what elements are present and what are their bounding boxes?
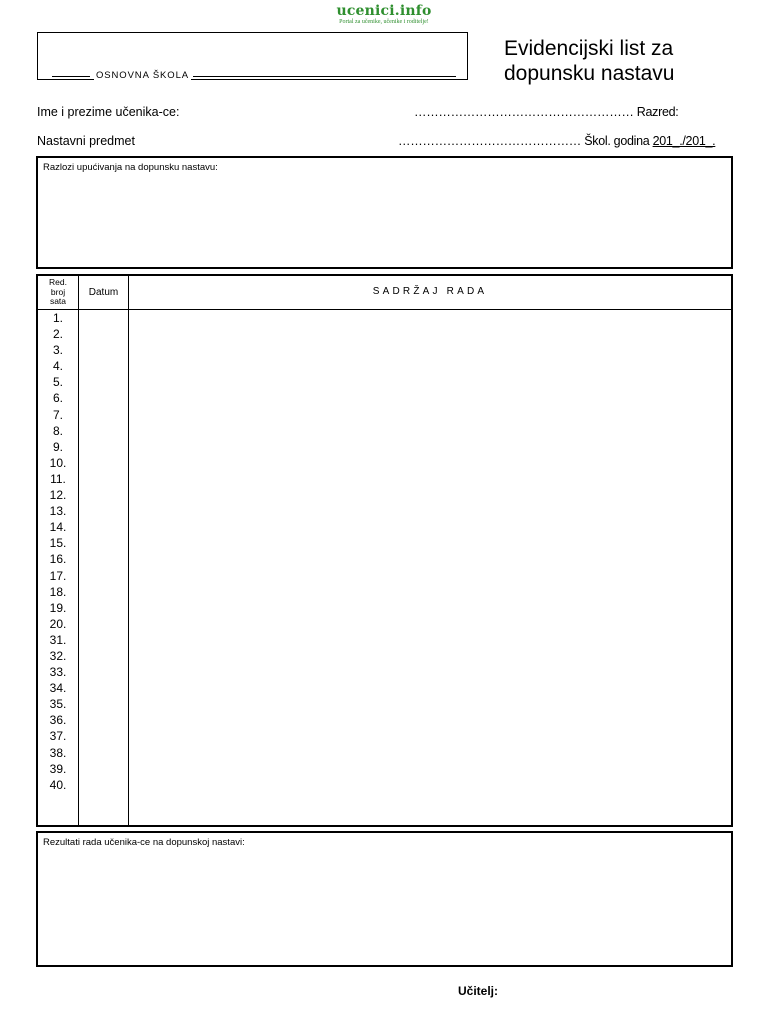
table-row-number: 5. (52, 375, 63, 390)
document-title (504, 36, 674, 86)
table-row-number: 4. (52, 359, 63, 374)
school-line-left (52, 76, 90, 77)
table-row-number: 14. (49, 520, 67, 535)
grade-label: Razred: (636, 105, 679, 119)
table-row-number: 8. (52, 423, 63, 438)
header-red-line-3: sata (49, 296, 67, 306)
header-divider (38, 309, 731, 310)
header-red-line-1: Red. (49, 277, 67, 287)
reasons-box[interactable] (36, 156, 733, 269)
school-line-right (193, 76, 456, 77)
table-row-number: 40. (49, 777, 67, 792)
table-row-number: 36. (49, 713, 67, 728)
site-logo (0, 4, 768, 26)
header-content: SADRŽAJ RADA (372, 286, 488, 297)
subject-label: Nastavni predmet (37, 134, 135, 148)
table-row-number: 34. (49, 681, 67, 696)
logo-tagline: Portal za učenike, učenike i roditelje! (339, 19, 429, 25)
table-row-number: 16. (49, 552, 67, 567)
title-line-1: Evidencijski list za (504, 37, 674, 60)
header-date: Datum (88, 287, 119, 298)
table-row-number: 2. (52, 327, 63, 342)
work-log-table (36, 274, 733, 827)
table-row-number: 10. (49, 455, 67, 470)
subject-dots: ……………………………………… (398, 134, 582, 148)
table-row-number: 7. (52, 407, 63, 422)
results-label: Rezultati rada učenika-ce na dopunskoj nastavi: (43, 837, 245, 848)
table-row-number: 20. (49, 616, 67, 631)
table-row-number: 6. (52, 391, 63, 406)
column-divider-1 (78, 276, 79, 825)
table-row-number: 13. (49, 504, 67, 519)
table-row-number: 17. (49, 568, 67, 583)
table-row-number: 35. (49, 697, 67, 712)
table-row-number: 19. (49, 600, 67, 615)
school-label: OSNOVNA ŠKOLA (96, 70, 190, 81)
table-row-number: 3. (52, 343, 63, 358)
table-row-number: 38. (49, 745, 67, 760)
student-name-field[interactable] (414, 105, 678, 119)
school-year-value: 201_./201_. (652, 134, 716, 148)
student-name-label: Ime i prezime učenika-ce: (37, 105, 180, 119)
title-line-2: dopunsku nastavu (504, 62, 675, 85)
table-row-number: 39. (49, 761, 67, 776)
table-row-number: 1. (52, 311, 63, 325)
table-row-number: 33. (49, 665, 67, 680)
reasons-label: Razlozi upućivanja na dopunsku nastavu: (43, 162, 218, 173)
school-year-label: Škol. godina (584, 134, 650, 148)
subject-field[interactable] (398, 134, 715, 148)
student-name-row (0, 105, 768, 121)
header-red-line-2: broj (50, 286, 66, 297)
row-numbers (38, 310, 78, 793)
table-row-number: 37. (49, 729, 67, 744)
column-divider-2 (128, 276, 129, 825)
student-name-dots: ……………………………………………… (414, 105, 634, 119)
logo-name: ucenici.info (336, 3, 432, 19)
table-row-number: 15. (49, 536, 67, 551)
teacher-label: Učitelj: (458, 984, 499, 998)
table-row-number: 11. (50, 471, 66, 486)
table-row-number: 31. (49, 632, 67, 647)
results-box[interactable] (36, 831, 733, 967)
header-lesson-number (38, 278, 78, 307)
subject-row (0, 134, 768, 150)
table-row-number: 18. (49, 584, 67, 599)
table-row-number: 9. (52, 439, 63, 454)
table-row-number: 12. (49, 488, 67, 503)
table-row-number: 32. (49, 648, 67, 663)
